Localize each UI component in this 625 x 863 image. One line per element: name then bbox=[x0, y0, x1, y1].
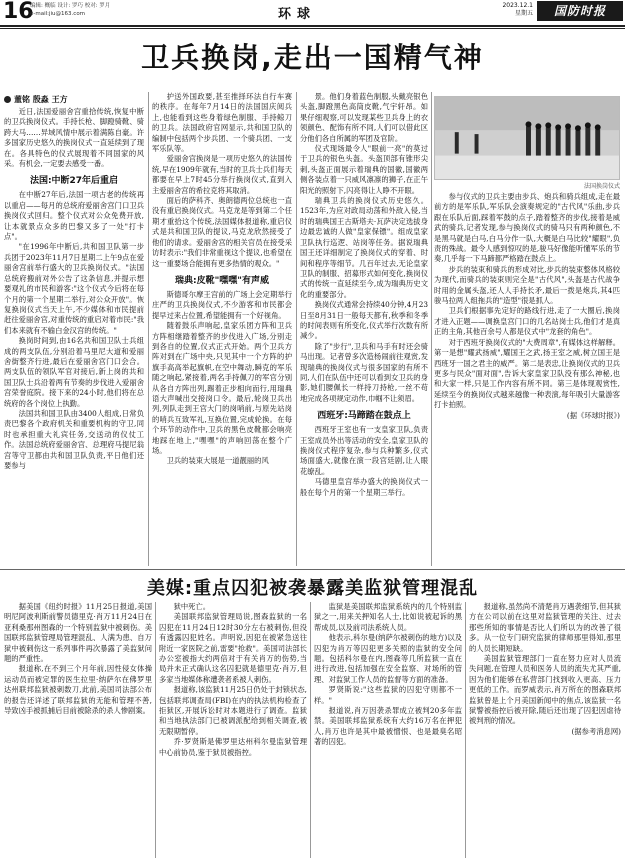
paragraph: 步兵的装束和骑兵的形成对比,步兵的装束整体风格较为现代,而骑兵的装束则完全是"古代风",头盔是古代战争时用的金属头盔,还人人手持长矛,最后一拨是炮兵,其4匹骏马拉两人组拖兵的"造型"很是抓人。 bbox=[434, 264, 620, 306]
top-rule bbox=[0, 25, 625, 27]
paragraph: 换岗时间到,由16名共和国卫队士兵组成的两支队伍,分别沿着马里尼大道和爱丽舍街整齐行进,最后在爱丽舍宫门口会合。两支队伍的领队军官对接后,新上岗的共和国卫队士兵沿着两有节奏的步伐进入爱丽舍宫荣誉庭院。接下来的24小时,他们将在总统府的各个岗位上执勤。 bbox=[4, 336, 144, 408]
paragraph: 面后的萨科齐、奥朗德两位总统也一直没有重启换岗仪式。马克龙是等到第二个任期才重拾这个传统,法国媒体报道称,重启仪式是共和国卫队的提议,马克龙欣然接受了他们的请求。爱丽舍宫的相关官员在接受采访时表示:"我们非常重视这个提议,也希望在这一重要场合能拥有更多热情的观众。" bbox=[152, 196, 292, 268]
paragraph: 除了"步行",卫兵和马手有时还会骑马出现。记者曾多次造杨闹前往观赏,发现瑞典的换岗仪式与很多国家的有所不同,人们在队伍中还可以看到女卫兵的身影,她们腰佩长一样持刀持枪,一丝不苟地完成各项规定动作,巾帼不让须眉。 bbox=[300, 341, 428, 403]
article1-column-3 bbox=[300, 92, 428, 568]
guards-photo-illustration bbox=[435, 97, 619, 179]
paragraph: 美国监狱管理部门一直在努力应对人员流失问题,在管理人员和医务人员的流失尤其严重,因为他们能够在私营部门找到收入更高、压力更低的工作。而罗威表示,肖万所在的图森联邦监狱曾是上个月美国新闻中的焦点,该监狱一名狱警被指控后被开除,随后还出现了囚犯因虐待被判刑的情况。 bbox=[469, 654, 621, 726]
column-divider bbox=[465, 602, 466, 858]
article2-column-3 bbox=[314, 602, 462, 860]
paragraph: 斯德哥尔摩王宫前的广场上会定期举行庄严的卫兵换岗仪式,不少游客和市民都会提早过来占位置,希望能拥有一个好视角。 bbox=[152, 289, 292, 320]
column-divider bbox=[431, 92, 432, 566]
paragraph: 仪式现场最令人"眼前一亮"的莫过于卫兵的银色头盔。头盔顶部有锥形尖刺,头盔正面展示着瑞典的国徽,国徽两侧各装点着一只威风凛凛的狮子,在正午阳光的照射下,闪亮得让人睁不开眼。 bbox=[300, 144, 428, 195]
paragraph: 狱中死亡。 bbox=[173, 602, 211, 611]
page-number: 16 bbox=[3, 0, 34, 24]
subheading-spain: 西班牙:马蹄踏在鼓点上 bbox=[317, 411, 411, 422]
paragraph: 卫兵的装束大展是一道靓丽的风 bbox=[166, 456, 269, 466]
article2-column-1 bbox=[4, 602, 152, 860]
article2-headline: 美媒:重点囚犯被袭暴露美监狱管理混乱 bbox=[146, 578, 479, 599]
paragraph: 报道称,在不到三个月年前,因性侵女体操运动员而被定罪的医生拉里·纳萨尔在佛罗里达州联邦监狱被刺数刀,此前,美国司法部公布的报告还详述了联邦监狱的无能和管理不善,导致凶手被抓捕后目前被除杀的杀人惨剧案。 bbox=[4, 664, 152, 716]
bullet-icon bbox=[4, 96, 11, 103]
paragraph: 景。他们身着蓝色制服,头戴亮银色头盔,脚蹬黑色高筒皮靴,气宇轩昂。如果仔细观察,可以发现某些卫兵身上的衣领颜色、配饰有所不同,人们可以借此区分他们各自所属的军团及官阶。 bbox=[300, 92, 428, 143]
paragraph: 卫兵们根据事先定好的路线行进,走了一大圈后,换岗才进入正题——调换皇宫门口的几名站岗士兵,他们才是真正的主角,其他百余号人都是仪式中"龙套的角色"。 bbox=[434, 306, 620, 337]
paragraph: 报道称,虽然尚不清楚肖万遇袭细节,但其狱方在公司以前在这里对监狱管理的关注、过去那些所知的事情是否比人们所以为的改善了很多。从一位专门研究监狱的律师那里得知,那里的人员长期短缺。 bbox=[469, 602, 621, 653]
paragraph: "在1996年中断后,共和国卫队第一步兵团于2023年11月7日星期二上午9点在爱丽舍宫前举行盛大的卫兵换岗仪式。"法国总统府搬前对外公告了这条信息,并提示想要观礼的市民和游客:"这个仪式今后将在每个月的第一个星期二举行,对公众开放"。恢复换岗仪式当天上午,不少媒体和市民提前赶往爱丽舍宫,对重传统的重启对着市民:"我们本来就有不输白金汉宫的传统。" bbox=[4, 242, 144, 335]
article1-column-1 bbox=[4, 92, 144, 568]
column-divider bbox=[148, 92, 149, 566]
article-headline: 卫兵换岗,走出一国精气神 bbox=[141, 41, 484, 74]
byline-text: 董铭 殷淼 王方 bbox=[14, 95, 68, 104]
issue-date bbox=[497, 2, 533, 18]
weekday-line: 星期五 bbox=[514, 10, 533, 17]
newspaper-logo: 国防时报 bbox=[537, 1, 623, 21]
paragraph: 西班牙王室也有一支皇家卫队,负责王室成员外出等活动的安全,皇家卫队的换岗仪式程序复杂,参与兵种繁多,仪式场面盛大,就像在演一段宫廷剧,让人眼花缭乱。 bbox=[300, 425, 428, 476]
article1-column-4 bbox=[434, 192, 620, 568]
staff-line: 编辑: 概临 设计: 罗巧 校对: 罗月 bbox=[30, 3, 111, 9]
paragraph: 据美国《纽约时报》11月25日报道,美国明尼阿波利斯前警员德里克·肖万11月24日在亚利桑那州图森的一个特别监狱中被刺伤。美国联邦监狱管理局管理混乱、人满为患、自万狱中被刺伤这一系列事件再次暴露了美监狱问题的严重性。 bbox=[4, 602, 152, 664]
article1-column-2 bbox=[152, 92, 292, 568]
paragraph: 参与仪式的卫兵主要由步兵、炮兵和骑兵组成,走在最前方的是军乐队,军乐队会演奏规定的"古代风"乐曲,步兵跟在乐队后面,踩着军鼓的点子,踏着整齐的步伐,接着是威武的骑兵,记者发现,参与换岗仪式的骑马只有两种颜色,不是黑马就是白马,白马分作一队,大概是白马比较"耀眼",负责的殊战。最令人感到惊叹的是,骏马好像能听懂军乐的节奏,几乎每一下马蹄都严格踏在鼓点上。 bbox=[434, 192, 620, 264]
article-source: (据参考消息网) bbox=[571, 726, 621, 736]
article-source: (据《环球时报》) bbox=[566, 410, 620, 420]
paragraph: 马德里皇宫举办盛大的换岗仪式一般在每个月的第一个星期三举行。 bbox=[300, 477, 428, 497]
paragraph: 瑞典卫兵的换岗仪式历史悠久。1523年,为应对政局动荡和外敌入侵,当时的瑞典国王古斯塔夫·瓦萨决定选拔身边最忠诚的人做"皇家保镖"。组成皇家卫队执行巡逻、站岗等任务。据说瑞典国王还详细制定了换岗仪式的穿着、时间和程序等细节。几百年过去,无论皇家卫队的制服、招募形式如何变化,换岗仪式的传统一直延续至今,成为瑞典历史文化的重要部分。 bbox=[300, 196, 428, 299]
article2-column-4 bbox=[469, 602, 621, 860]
paragraph: 爱丽舍宫换岗是一项历史悠久的法国传统,早在1909年就有,当时的卫兵士兵们每天都要在早上7时45分举行换岗仪式,直到入主爱丽舍宫的希拉克将其取消。 bbox=[152, 154, 292, 195]
paragraph: 在中断27年后,法国一项古老的传统再以重启——每月的总统府爱丽舍宫门口卫兵换岗仪式回归。整个仪式对公众免费开放,让本就景点众多的巴黎又多了一处"打卡点"。 bbox=[4, 190, 144, 242]
paragraph: 乔·罗贤斯是佛罗里达州科尔曼监狱管理中心前协员,鉴于狱员被指控。 bbox=[159, 737, 307, 757]
paragraph: 他表示,科尔曼(纳萨尔被刺伤的地方)以及囚犯为肖万等囚犯更多关照的监狱的安全问题。包括科尔曼在内,图森等几所监狱一直在进行改进,包括加强在安全监察、对场所的管理、对监狱工作人员的监督等方面的准备。 bbox=[314, 633, 462, 684]
paragraph: 护送外国政要,甚至推择环法自行车赛的秩序。在每年7月14日的法国国庆阅兵上,也能看到这些身着绿色制服、手持鲸刀的卫兵。法国政府官网显示,共和国卫队的编制中包括两个步兵团、一个骑兵团、一支军乐队等。 bbox=[152, 92, 292, 154]
subheading-france: 法国:中断27年后重启 bbox=[29, 176, 119, 187]
column-divider bbox=[155, 602, 156, 858]
byline bbox=[4, 94, 144, 105]
paragraph: 法国共和国卫队由3400人组成,日常负责巴黎各个政府机关和重要机构的守卫,同时也承担重大礼宾任务,交送动的仪仗工作。法国总统府爱丽舍宫、总理府马提尼翁宫等守卫都由共和国卫队负责,平日他们还要参与 bbox=[4, 408, 144, 470]
paragraph: 美国联邦监狱管理局说,图森监狱的一名囚犯在11月24日12时30分左右被刺伤,但没有透露囚犯姓名。声明说,因犯在被紧急送往附近一家医院之前,雷要"抢救"。美国司法部长办公室被指大约两倍对于有关肖万的伤势,当局并未正式确认这名囚犯就是德里克·肖万,但多家当地媒体称遭袭者系被人刺伤。 bbox=[159, 612, 307, 684]
section-title: 环球 bbox=[278, 7, 317, 22]
paragraph: 报道说,肖万因袭杀罪成立被判20多年监禁。美国联邦监狱系统有大约16万名在押犯人,肖万也许是其中最被憎恨、也是最臭名昭著的囚犯。 bbox=[314, 706, 462, 747]
paragraph: 报道称,该监狱11月25日仍处于封锁状态,包括联邦调查局(FBI)在内的执法机构检查了拒狱区,开展诉讼时对本题进行了调查。监狱和当地执法部门已被调派配给到相关调查,被无限期暂停。 bbox=[159, 685, 307, 736]
email-line: e-mail:jiu@163.com bbox=[30, 11, 86, 17]
article-separator bbox=[0, 569, 625, 570]
date-line: 2023.12.1 bbox=[502, 2, 533, 9]
paragraph: 近日,法国爱丽舍宫重拾传统,恢复中断的卫兵换岗仪式。手持长枪、脚蹬骑靴、骑跨大马……异域风情中展示着满陈自豪。许多国家历史悠久的换岗仪式一直延续到了现在。各具特色的仪式展现着不同国家的风采。有机会,一定要去感受一番。 bbox=[4, 107, 144, 169]
staff-credits bbox=[30, 2, 110, 18]
masthead bbox=[0, 0, 625, 26]
column-divider bbox=[296, 92, 297, 566]
article2-column-2 bbox=[159, 602, 307, 860]
paragraph: 罗贤斯说:"这些监狱的囚犯守则都不一样。" bbox=[314, 685, 462, 705]
top-rule-thin bbox=[0, 28, 625, 29]
paragraph: 对于西班牙换岗仪式的"大费周章",有媒体这样解释。第一是想"耀武扬威",耀国王之武,扬王室之威,树立国王是西班牙一国之君主的威严。第二是表忠,让换岗仪式的卫兵更多与民众"面对面",告诉大家皇家卫队没有那么神秘,也和大家一样,只是工作内容有所不同。第三是体现观赏性,延续至今的换岗仪式越来越像一种表演,每年吸引大量游客打卡拍照。 bbox=[434, 337, 620, 410]
photo-caption: 法国换岗仪式 bbox=[583, 183, 620, 190]
article-photo bbox=[434, 96, 620, 180]
subheading-sweden: 瑞典:皮靴"嘿嘿"有声威 bbox=[175, 275, 269, 286]
column-divider bbox=[310, 602, 311, 858]
paragraph: 监狱是美国联邦监狱系统内的几个特别监狱之一,用来关押知名人士,比如说被起诉的黑帮成员,以及前司法系统人员。 bbox=[314, 602, 462, 632]
paragraph: 换岗仪式通常会持续40分钟,4月23日至8月31日一般每天都有,秋季和冬季的时间表则有所变化,仪式举行次数有所减少。 bbox=[300, 300, 428, 341]
paragraph: 随着鼓乐声响起,皇家乐团方阵和卫兵方阵相继踏着整齐的步伐进入广场,分别走到各自的位置,仪式正式开始。两个卫兵方阵对到在广场中央,只见其中一个方阵的护旗手高高举起旗帜,在空中舞动,瞬克的军乐随之响起,紧接着,两名手持佩刀的军官分别从各自方阵出列,踢着正步相向而行,用瑞典语大声喊出交接岗口令。最后,轮岗卫兵出列,列队走到王宫大门的岗哨前,与原先站岗的哨兵互致军礼,互换位置,完成轮换。在每个环节的动作中,卫兵的黑色皮靴都会响亮地踩在地上,"嘿嘿"的声响回荡在整个广场。 bbox=[152, 321, 292, 455]
